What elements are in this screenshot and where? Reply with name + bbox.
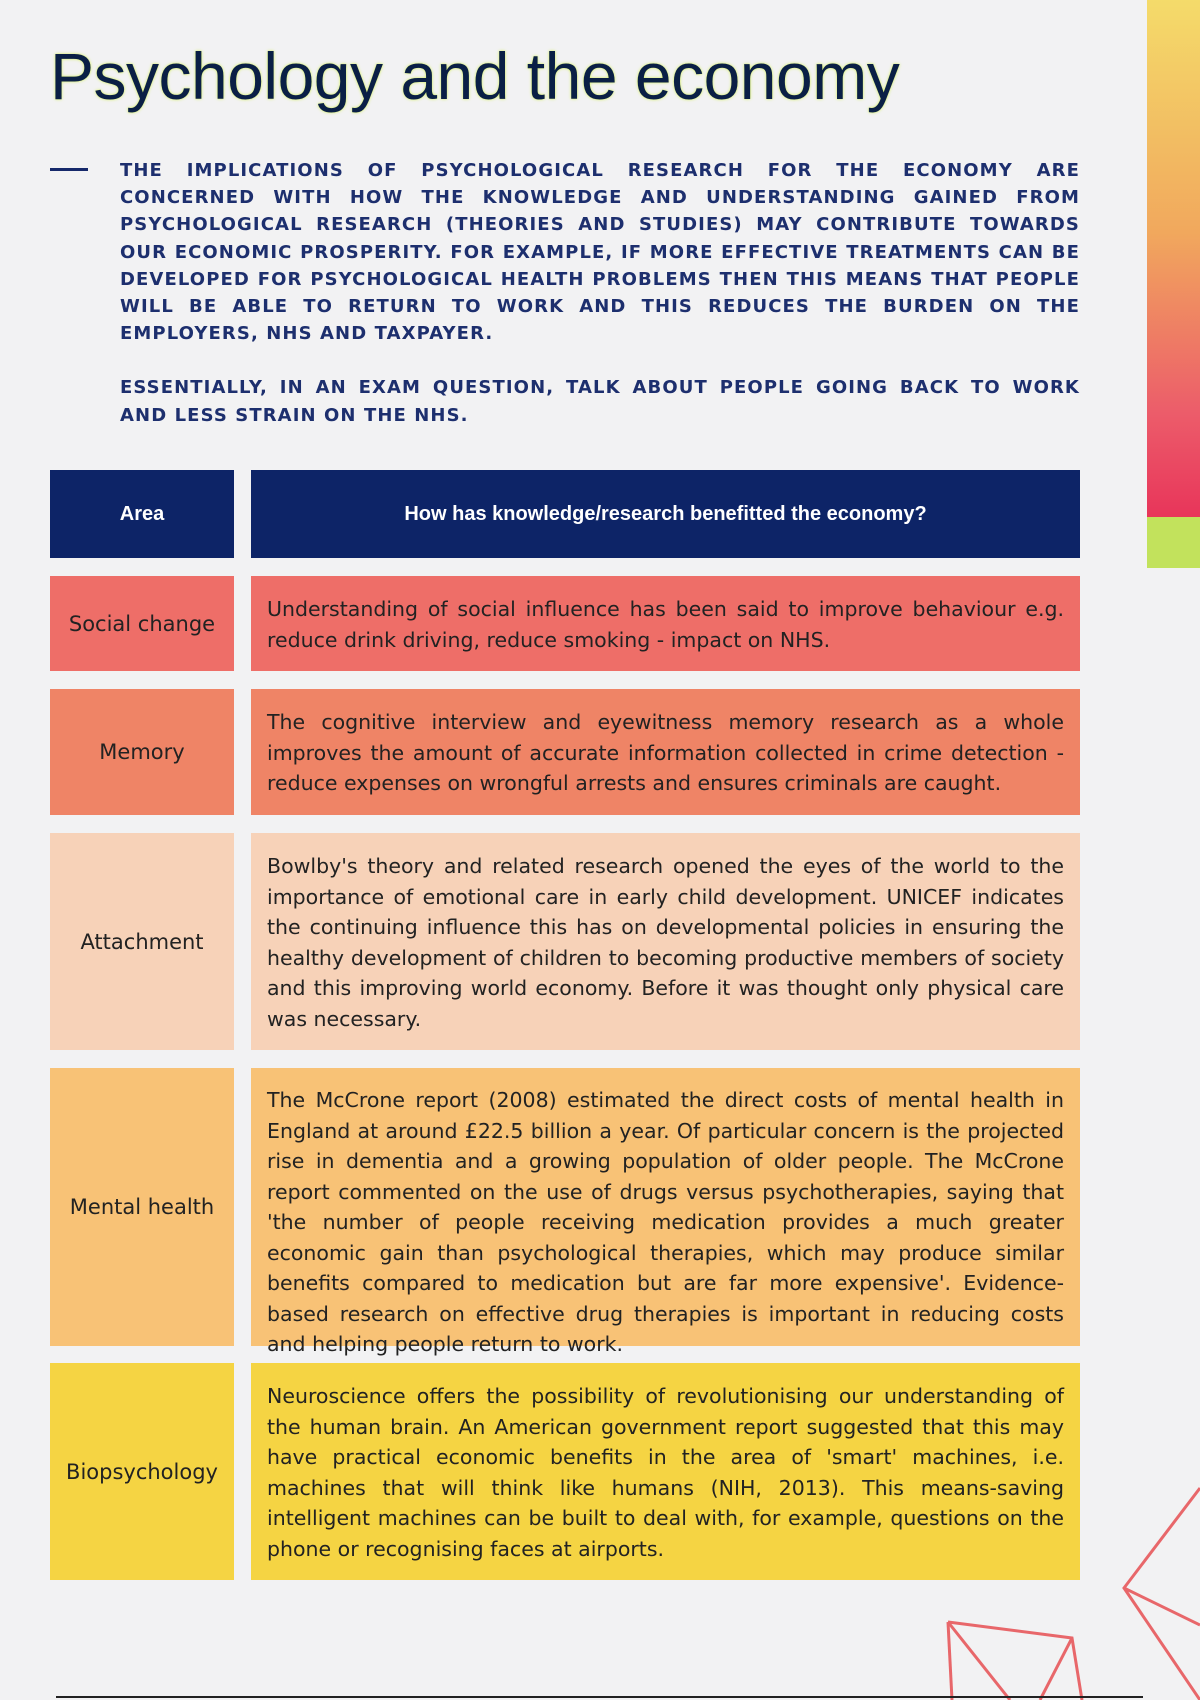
bottom-rule <box>56 1696 1143 1698</box>
row-text-attachment: Bowlby's theory and related research opened the eyes of the world to the importance of emotional care in early child development. UNICEF indicates the continuing influence this has on developmental policies in ensuring the healthy development of children to becoming productive members of society and this improving world economy. Before it was thought only physical care was necessary. <box>251 833 1080 1050</box>
intro-paragraph-1: THE IMPLICATIONS OF PSYCHOLOGICAL RESEARCH FOR THE ECONOMY ARE CONCERNED WITH HOW THE KNOWLEDGE AND UNDERSTANDING GAINED FROM PSYCHOLOGICAL RESEARCH (THEORIES AND STUDIES) MAY CONTRIBUTE TOWARDS OUR ECONOMIC PROSPERITY. FOR EXAMPLE, IF MORE EFFECTIVE TREATMENTS CAN BE DEVELOPED FOR PSYCHOLOGICAL HEALTH PROBLEMS THEN THIS MEANS THAT PEOPLE WILL BE ABLE TO RETURN TO WORK AND THIS REDUCES THE BURDEN ON THE EMPLOYERS, NHS AND TAXPAYER. <box>120 160 1080 345</box>
page-title: Psychology and the economy <box>50 39 900 113</box>
row-area-social-change: Social change <box>50 576 234 671</box>
row-area-biopsychology: Biopsychology <box>50 1363 234 1580</box>
row-area-attachment: Attachment <box>50 833 234 1050</box>
row-area-memory: Memory <box>50 689 234 815</box>
row-text-biopsychology: Neuroscience offers the possibility of revolutionising our understanding of the human brain. An American government report suggested that this may have practical economic benefits in the area of 'smart' machines, i.e. machines that will think like humans (NIH, 2013). This means-saving intelligent machines can be built to deal with, for example, questions on the phone or recognising faces at airports. <box>251 1363 1080 1580</box>
row-text-mental-health: The McCrone report (2008) estimated the direct costs of mental health in England at around £22.5 billion a year. Of particular concern is the projected rise in dementia and a growing population of older people. The McCrone report commented on the use of drugs versus psychotherapies, saying that 'the number of people receiving medication provides a much greater economic gain than psychological therapies, which may produce similar benefits compared to medication but are far more expensive'. Evidence-based research on effective drug therapies is important in reducing costs and helping people return to work. <box>251 1068 1080 1346</box>
row-text-social-change: Understanding of social influence has been said to improve behaviour e.g. reduce drink driving, reduce smoking - impact on NHS. <box>251 576 1080 671</box>
row-area-mental-health: Mental health <box>50 1068 234 1346</box>
triangle-outline-shapes <box>948 1488 1200 1700</box>
row-text-memory: The cognitive interview and eyewitness memory research as a whole improves the amount of accurate information collected in crime detection - reduce expenses on wrongful arrests and ensures criminals are caught. <box>251 689 1080 815</box>
table-header-area: Area <box>50 470 234 558</box>
intro-paragraph-2: ESSENTIALLY, IN AN EXAM QUESTION, TALK ABOUT PEOPLE GOING BACK TO WORK AND LESS STRAIN ON THE NHS. <box>120 377 1080 426</box>
table-header-benefit: How has knowledge/research benefitted the economy? <box>251 470 1080 558</box>
